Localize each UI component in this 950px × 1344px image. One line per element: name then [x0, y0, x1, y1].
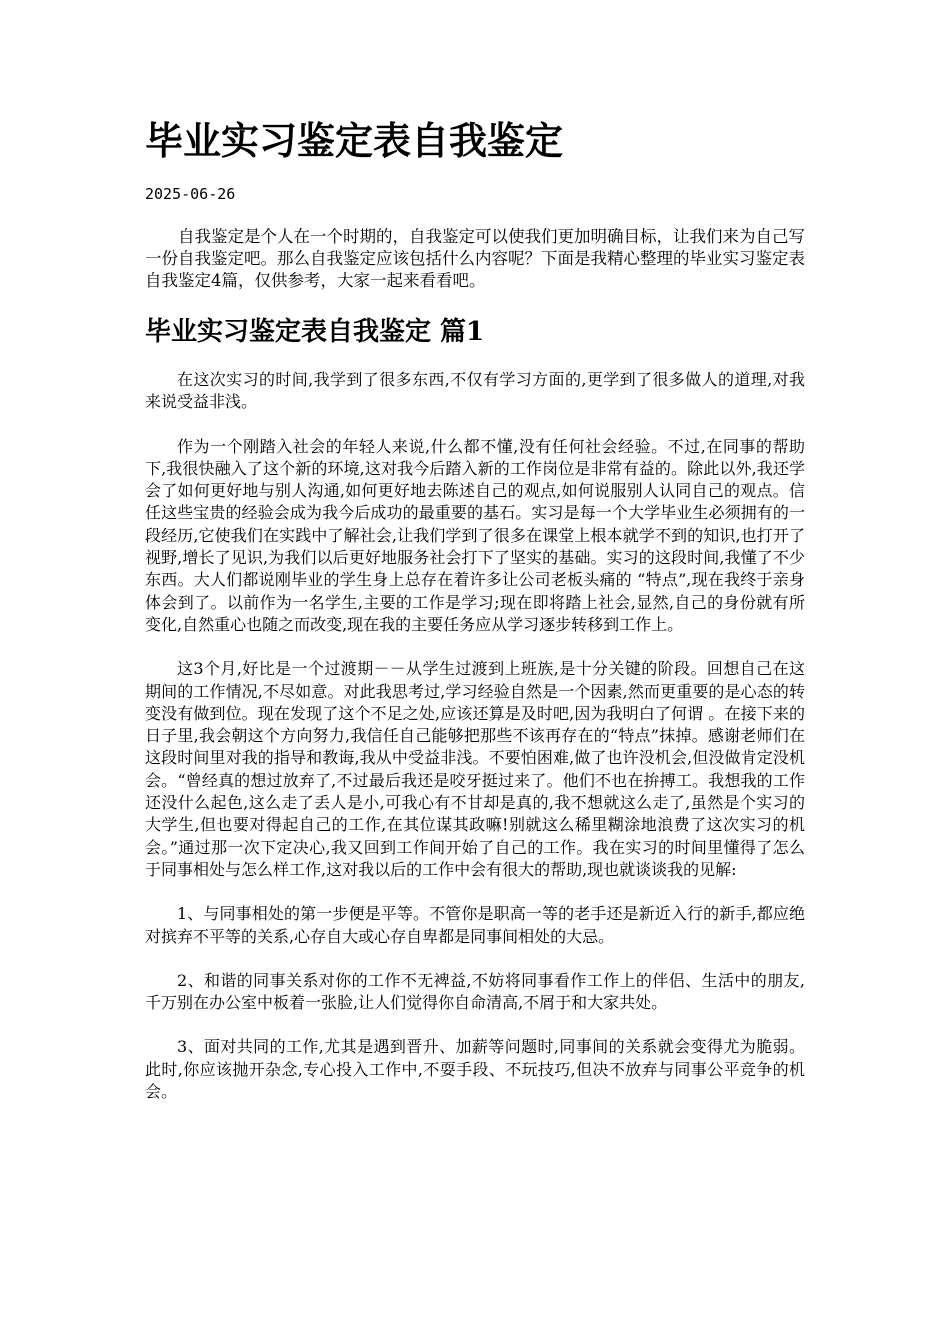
- document-title: 毕业实习鉴定表自我鉴定: [145, 118, 564, 163]
- body-paragraph: 作为一个刚踏入社会的年轻人来说,什么都不懂,没有任何社会经验。不过,在同事的帮助下,我很快融入了这个新的环境,这对我今后踏入新的工作岗位是非常有益的。除此以外,我还学会了如何更好地与别人沟通,如何更好地去陈述自己的观点,如何说服别人认同自己的观点。信任这些宝贵的经验会成为我今后成功的最重要的基石。实习是每一个大学毕业生必须拥有的一段经历,它使我们在实践中了解社会,让我们学到了很多在课堂上根本就学不到的知识,也打开了视野,增长了见识,为我们以后更好地服务社会打下了坚实的基础。实习的这段时间,我懂了不少东西。大人们都说刚毕业的学生身上总存在着许多让公司老板头痛的 “特点”,现在我终于亲身体会到了。以前作为一名学生,主要的工作是学习;现在即将踏上社会,显然,自己的身份就有所变化,自然重心也随之而改变,现在我的主要任务应从学习逐步转移到工作上。: [145, 436, 805, 634]
- body-paragraph: 在这次实习的时间,我学到了很多东西,不仅有学习方面的,更学到了很多做人的道理,对我来说受益非浅。: [145, 370, 805, 412]
- body-paragraph: 2、和谐的同事关系对你的工作不无裨益,不妨将同事看作工作上的伴侣、生活中的朋友,千万别在办公室中板着一张脸,让人们觉得你自命清高,不屑于和大家共处。: [145, 970, 805, 1013]
- section-body: [145, 369, 805, 1125]
- body-paragraph: 1、与同事相处的第一步便是平等。不管你是职高一等的老手还是新近入行的新手,都应绝对摈弃不平等的关系,心存自大或心存自卑都是同事间相处的大忌。: [145, 904, 805, 946]
- intro-paragraph: 自我鉴定是个人在一个时期的，自我鉴定可以使我们更加明确目标，让我们来为自己写一份自我鉴定吧。那么自我鉴定应该包括什么内容呢？下面是我精心整理的毕业实习鉴定表自我鉴定4篇，仅供参考，大家一起来看看吧。: [145, 227, 805, 290]
- document-date: 2025-06-26: [145, 185, 236, 203]
- body-paragraph: 这3个月,好比是一个过渡期－－从学生过渡到上班族,是十分关键的阶段。回想自己在这期间的工作情况,不尽如意。对此我思考过,学习经验自然是一个因素,然而更重要的是心态的转变没有做到位。现在发现了这个不足之处,应该还算是及时吧,因为我明白了何谓 。在接下来的日子里,我会朝这个方向努力,我信任自己能够把那些不该再存在的“特点”抹掉。感谢老师们在这段时间里对我的指导和教诲,我从中受益非浅。不要怕困难,做了也许没机会,但没做肯定没机会。“曾经真的想过放弃了,不过最后我还是咬牙挺过来了。他们不也在拚搏工。我想我的工作还没什么起色,这么走了丢人是小,可我心有不甘却是真的,我不想就这么走了,虽然是个实习的大学生,但也要对得起自己的工作,在其位谋其政嘛!别就这么稀里糊涂地浪费了这次实习的机会。”通过那一次下定决心,我又回到工作间开始了自己的工作。我在实习的时间里懂得了怎么于同事相处与怎么样工作,这对我以后的工作中会有很大的帮助,现也就谈谈我的见解:: [145, 659, 805, 879]
- body-paragraph: 3、面对共同的工作,尤其是遇到晋升、加薪等问题时,同事间的关系就会变得尤为脆弱。此时,你应该抛开杂念,专心投入工作中,不耍手段、不玩技巧,但决不放弃与同事公平竞争的机会。: [145, 1037, 805, 1102]
- section-heading: 毕业实习鉴定表自我鉴定 篇1: [145, 317, 485, 347]
